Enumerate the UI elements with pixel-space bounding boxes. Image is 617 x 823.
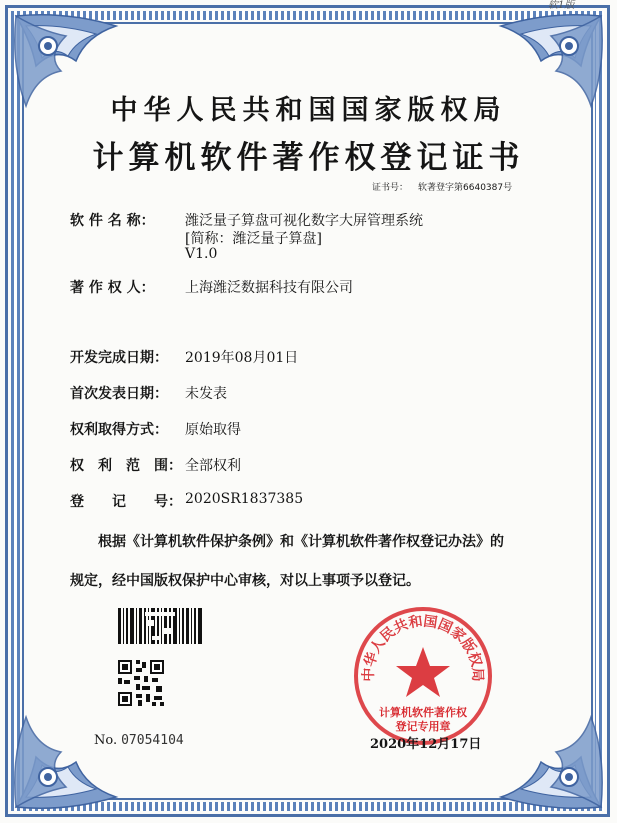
field-row — [70, 419, 241, 439]
seal-ring-text: 中华人民共和国国家版权局 — [360, 613, 486, 682]
seal-line-2: 登记专用章 — [395, 720, 451, 733]
certificate-number — [372, 180, 512, 193]
issuer-title: 中华人民共和国国家版权局 — [110, 95, 507, 126]
official-seal — [352, 605, 494, 747]
serial-number-value: 07054104 — [121, 733, 184, 748]
software-name-value: 潍泛量子算盘可视化数字大屏管理系统 — [185, 213, 423, 229]
field-value: 未发表 — [185, 386, 227, 402]
field-row — [70, 491, 304, 511]
software-name-label: 软 件 名 称： — [70, 213, 155, 229]
certificate-number-value: 软著登字第6640387号 — [418, 183, 513, 193]
seal-line-1: 计算机软件著作权 — [379, 706, 467, 719]
field-value: 全部权利 — [185, 458, 241, 474]
copyright-owner-label: 著 作 权 人： — [70, 280, 155, 296]
field-value: 2020SR1837385 — [185, 491, 304, 507]
corner-ornament-bottom-left — [6, 712, 126, 817]
barcode — [118, 608, 202, 644]
software-name-row — [70, 210, 423, 262]
field-label: 开发完成日期： — [70, 350, 168, 366]
qr-code — [118, 660, 164, 706]
issue-date: 2020年12月17日 — [370, 737, 482, 752]
statement-line-2: 规定，经中国版权保护中心审核，对以上事项予以登记。 — [70, 573, 420, 589]
field-label: 首次发表日期： — [70, 386, 168, 402]
statement-line-1: 根据《计算机软件保护条例》和《计算机软件著作权登记办法》的 — [98, 534, 504, 550]
field-label: 权 利 范 围： — [70, 458, 182, 474]
software-version: V1.0 — [185, 246, 218, 262]
field-value: 2019年08月01日 — [185, 350, 299, 366]
copyright-owner-row — [70, 277, 353, 297]
field-row — [70, 383, 227, 403]
field-row — [70, 347, 299, 367]
field-row — [70, 455, 241, 475]
copyright-owner-value: 上海潍泛数据科技有限公司 — [185, 280, 353, 296]
certificate-title: 计算机软件著作权登记证书 — [92, 140, 525, 176]
serial-number — [94, 733, 184, 748]
handwritten-scribble: 软1版 — [548, 0, 575, 11]
field-label: 权利取得方式： — [70, 422, 168, 438]
field-value: 原始取得 — [185, 422, 241, 438]
certificate-number-label: 证书号： — [372, 183, 409, 193]
software-short-name: [简称：潍泛量子算盘] — [185, 231, 322, 247]
serial-number-prefix: No. — [94, 733, 118, 748]
field-label: 登 记 号： — [70, 494, 182, 510]
corner-ornament-bottom-right — [491, 712, 611, 817]
